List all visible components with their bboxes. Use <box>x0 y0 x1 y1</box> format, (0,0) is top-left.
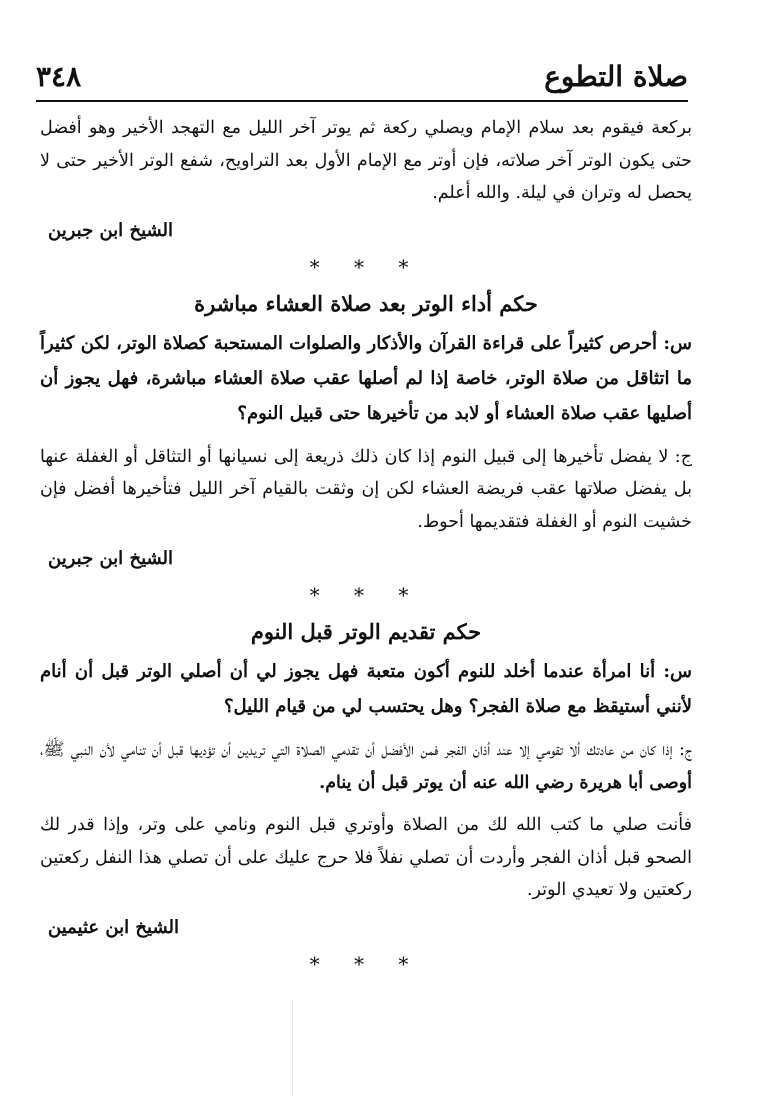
section-heading-witr-after-isha: حكم أداء الوتر بعد صلاة العشاء مباشرة <box>194 290 538 316</box>
signature-ibn-uthaymeen: الشيخ ابن عثيمين <box>48 916 179 938</box>
page-spine-line <box>292 1000 293 1096</box>
answer-paragraph <box>40 734 692 799</box>
signature-ibn-jibreen-1: الشيخ ابن جبرين <box>48 219 174 241</box>
continued-paragraph: بركعة فيقوم بعد سلام الإمام ويصلي ركعة ثم يوتر آخر الليل مع التهجد الأخير وهو أفضل حتى يكون الوتر آخر صلاته، فإن أوتر مع الإمام الأول بعد التراويح، شفع الوتر الأخير حتى لا يحصل له وتران في ليلة. والله أعلم. <box>40 118 692 203</box>
page-content <box>40 112 692 988</box>
section-heading-witr-before-sleep: حكم تقديم الوتر قبل النوم <box>250 619 482 644</box>
question-paragraph: س: أحرص كثيراً على قراءة القرآن والأذكار والصلوات المستحبة كصلاة الوتر، لكن كثيراً ما اتثاقل من صلاة الوتر، خاصة إذا لم أصلها عقب صلاة العشاء مباشرة، فهل يجوز أن أصليها عقب صلاة العشاء أو لابد من تأخيرها حتى قبيل النوم؟ <box>40 332 692 424</box>
section-separator: * * * <box>309 254 423 279</box>
answer-hadith-text: أوصى أبا هريرة رضي الله عنه أن يوتر قبل أن ينام. <box>319 772 692 793</box>
section-separator: * * * <box>309 583 423 607</box>
page-header <box>36 58 688 98</box>
question-paragraph: س: أنا امرأة عندما أخلد للنوم أكون متعبة فهل يجوز لي أن أصلي الوتر قبل أن أنام لأنني أستيقظ مع صلاة الفجر؟ وهل يحتسب لي من قيام الليل؟ <box>40 661 692 717</box>
running-title: صلاة التطوع <box>544 60 688 93</box>
answer-text: ج: إذا كان من عادتك ألا تقومي إلا عند أذان الفجر فمن الأفضل أن تقدمي الصلاة التي تريدين أن تؤديها قبل أن تنامي لأن النبي ﷺ، <box>40 740 692 760</box>
answer-paragraph: ج: لا يفضل تأخيرها إلى قبيل النوم إذا كان ذلك ذريعة إلى نسيانها أو التثاقل أو الغفلة عنها بل يفضل صلاتها عقب فريضة العشاء لكن إن وثقت بالقيام آخر الليل فتأخيرها أفضل فإن خشيت النوم أو الغفلة فتقديمها أحوط. <box>40 446 692 532</box>
signature-ibn-jibreen-2: الشيخ ابن جبرين <box>48 548 174 569</box>
page-number: ٣٤٨ <box>36 60 82 93</box>
answer-continued-paragraph: فأنت صلي ما كتب الله لك من الصلاة وأوتري قبل النوم ونامي على وتر، وإذا قدر لك الصحو قبل أذان الفجر وأردت أن تصلي نفلاً فلا حرج عليك على أن تصلي هذا النفل ركعتين ركعتين ولا تعيدي الوتر. <box>40 815 692 900</box>
header-rule <box>36 100 688 102</box>
section-separator: * * * <box>309 951 423 976</box>
